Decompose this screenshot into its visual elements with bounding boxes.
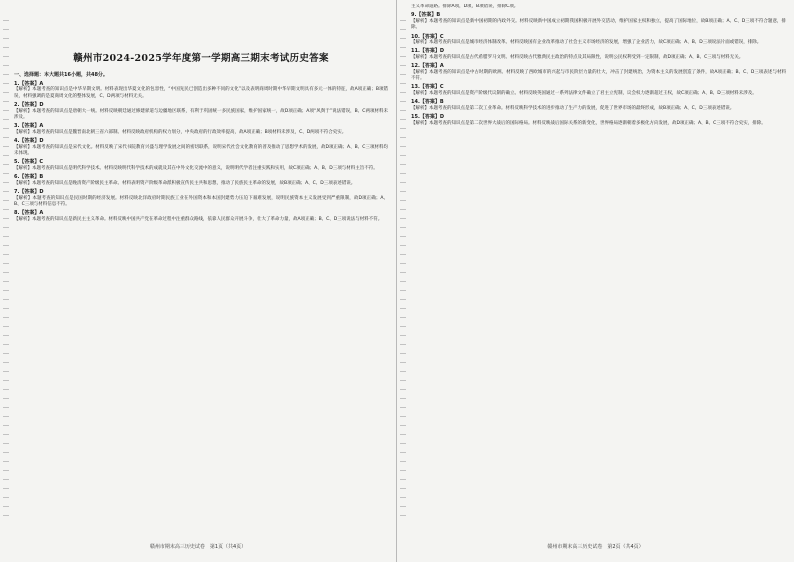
answer-explanation: 【解析】本题考查的知识点是唐朝大一统。材料反映朝廷通过修建驿道与边疆地区联系，有利于巩固统一多民族国家，维护国家统一，故D项正确；A项“风舆于”说法错误，B、C两项材料未涉及。	[14, 108, 388, 121]
binding-margin	[3, 20, 9, 522]
answer-explanation: 【解析】本题考查的知识点是明代科学技术。材料反映明代科学技术的成就及其在中外文化交流中的意义，说明明代学者注重实践和实用，故C项正确；A、B、D三项与材料主旨不符。	[14, 165, 378, 171]
answer-item	[411, 99, 786, 112]
answer-explanation: 【解析】本题考查的知识点是中古时期的欧洲。材料反映了西欧城市的兴起与市民阶层力量的壮大，冲击了封建统治，为资本主义的发展创造了条件，故A项正确；B、C、D三项表述与材料不符。	[411, 69, 786, 82]
page-2-footer: 赣州市期末高三历史试卷 第2页（共4页）	[547, 544, 644, 550]
binding-margin	[400, 20, 406, 522]
answer-item	[411, 114, 786, 127]
answer-explanation: 【解析】本题考查的知识点是第二次世界大战后的国际格局。材料反映战后国际关系的新变化，世界格局逐渐朝着多极化方向发展，故D项正确；A、B、C三项不符合史实，排除。	[411, 120, 766, 126]
answer-item	[14, 123, 388, 136]
answer-explanation: 主义革命道路。排除A项，D项，B项错误，排除C项。	[411, 4, 519, 9]
page-2-column	[411, 4, 786, 524]
answer-item	[14, 159, 388, 172]
answer-item	[14, 81, 388, 100]
answer-item	[14, 174, 388, 187]
answer-label: 10.【答案】C	[411, 33, 444, 40]
answer-item	[14, 102, 388, 121]
answer-label: 2.【答案】D	[14, 102, 44, 109]
answer-label: 4.【答案】D	[14, 138, 44, 145]
answer-item	[411, 12, 786, 31]
answer-item	[14, 189, 388, 208]
answer-label: 5.【答案】C	[14, 159, 44, 166]
answer-label: 8.【答案】A	[14, 210, 44, 217]
answer-label: 3.【答案】A	[14, 123, 44, 130]
answer-label: 1.【答案】A	[14, 81, 44, 87]
answer-page-2	[397, 0, 794, 562]
answer-label: 6.【答案】B	[14, 174, 44, 181]
answer-explanation: 【解析】本题考查的知识点是宋代文化。材料反映了宋代书院教育兴盛与理学发展之间的密切联系，说明宋代社会文化教育的普及推动了思想学术的发展，故D项正确；A、B、C三项材料均未体现。	[14, 144, 388, 157]
answer-label: 13.【答案】C	[411, 84, 444, 91]
answer-label: 14.【答案】B	[411, 99, 444, 106]
answer-explanation: 【解析】本题考查的知识点是城市经济体制改革。材料反映国有企业改革推动了社会主义市场经济的发展，增强了企业活力，故C项正确；A、B、D三项说法片面或错误，排除。	[411, 40, 762, 46]
right-answer-list	[411, 4, 786, 127]
answer-explanation: 【解析】本题考查的知识点是新民主主义革命。材料反映中国共产党在革命过程中注重群众路线，依靠人民群众开展斗争，壮大了革命力量，故A项正确；B、C、D三项说法与材料不符。	[14, 216, 383, 222]
answer-item	[411, 34, 786, 47]
answer-label: 15.【答案】D	[411, 114, 445, 121]
left-answer-list	[14, 81, 388, 223]
section-heading: 一、选择题：本大题共16小题，共48分。	[14, 72, 108, 78]
answer-explanation: 【解析】本题考查的知识点是晚清资产阶级民主革命。材料表明资产阶级革命派积极宣传民主共和思想，推动了民族民主革命的发展，故B项正确；A、C、D三项表述错误。	[14, 180, 356, 186]
answer-label: 11.【答案】D	[411, 48, 445, 55]
answer-explanation: 【解析】本题考查的知识点是第二次工业革命。材料反映科学技术的进步推动了生产力的发展，促进了世界市场的最终形成，故B项正确；A、C、D三项表述错误。	[411, 105, 735, 111]
answer-item	[411, 48, 786, 61]
page-title: 赣州市2024-2025学年度第一学期高三期末考试历史答案	[73, 53, 329, 64]
page-1-column	[14, 8, 388, 524]
answer-explanation: 【解析】本题考查的知识点是古代希腊罗马文明。材料反映古代雅典民主政治的特点及其局限性，说明公民权利受到一定限制，故D项正确；A、B、C三项与材料无关。	[411, 54, 744, 60]
answer-item	[411, 63, 786, 82]
answer-label: 12.【答案】A	[411, 63, 444, 70]
answer-explanation: 【解析】本题考查的知识点是中华早期文明。材料表现出华夏文化的包容性，“中国先民已创造出多种不同的文化”以及表明商周时期中华早期文明具有多元一体的特征，故A项正确；B项错误，材料强调的是夏商周文化的整体发展，C、D两项与材料无关。	[14, 87, 388, 99]
page-1-footer: 赣州市期末高三历史试卷 第1页（共4页）	[149, 544, 247, 550]
answer-explanation: 【解析】本题考查的知识点是民国时期的经济发展。材料反映北洋政府时期民族工业在外国资本和本国封建势力压迫下艰难发展，说明民族资本主义发展受到严重限制，故D项正确；A、B、C三项与材料信息不符。	[14, 195, 388, 207]
answer-label: 9.【答案】B	[411, 12, 441, 19]
answer-explanation: 【解析】本题考查的知识点是新中国初期的内政外交。材料反映新中国成立初期我国积极开展外交活动，维护国家主权和独立，提高了国际地位，故B项正确；A、C、D三项不符合题意，排除。	[411, 18, 786, 31]
answer-explanation: 【解析】本题考查的知识点是资产阶级代议制的确立。材料反映英国通过一系列法律文件确立了君主立宪制，议会权力逐渐超过王权，故C项正确；A、B、D三项材料未涉及。	[411, 90, 757, 96]
answer-label: 7.【答案】D	[14, 189, 44, 196]
answer-explanation: 【解析】本题考查的知识点是魏晋南北朝三省六部制。材料反映政府机构的权力划分，中央政府的行政效率提高，故A项正确；B项材料未涉及，C、D两项不符合史实。	[14, 129, 347, 135]
answer-item	[14, 210, 388, 223]
answer-item	[14, 138, 388, 157]
answer-item	[411, 84, 786, 97]
answer-item	[411, 4, 786, 10]
